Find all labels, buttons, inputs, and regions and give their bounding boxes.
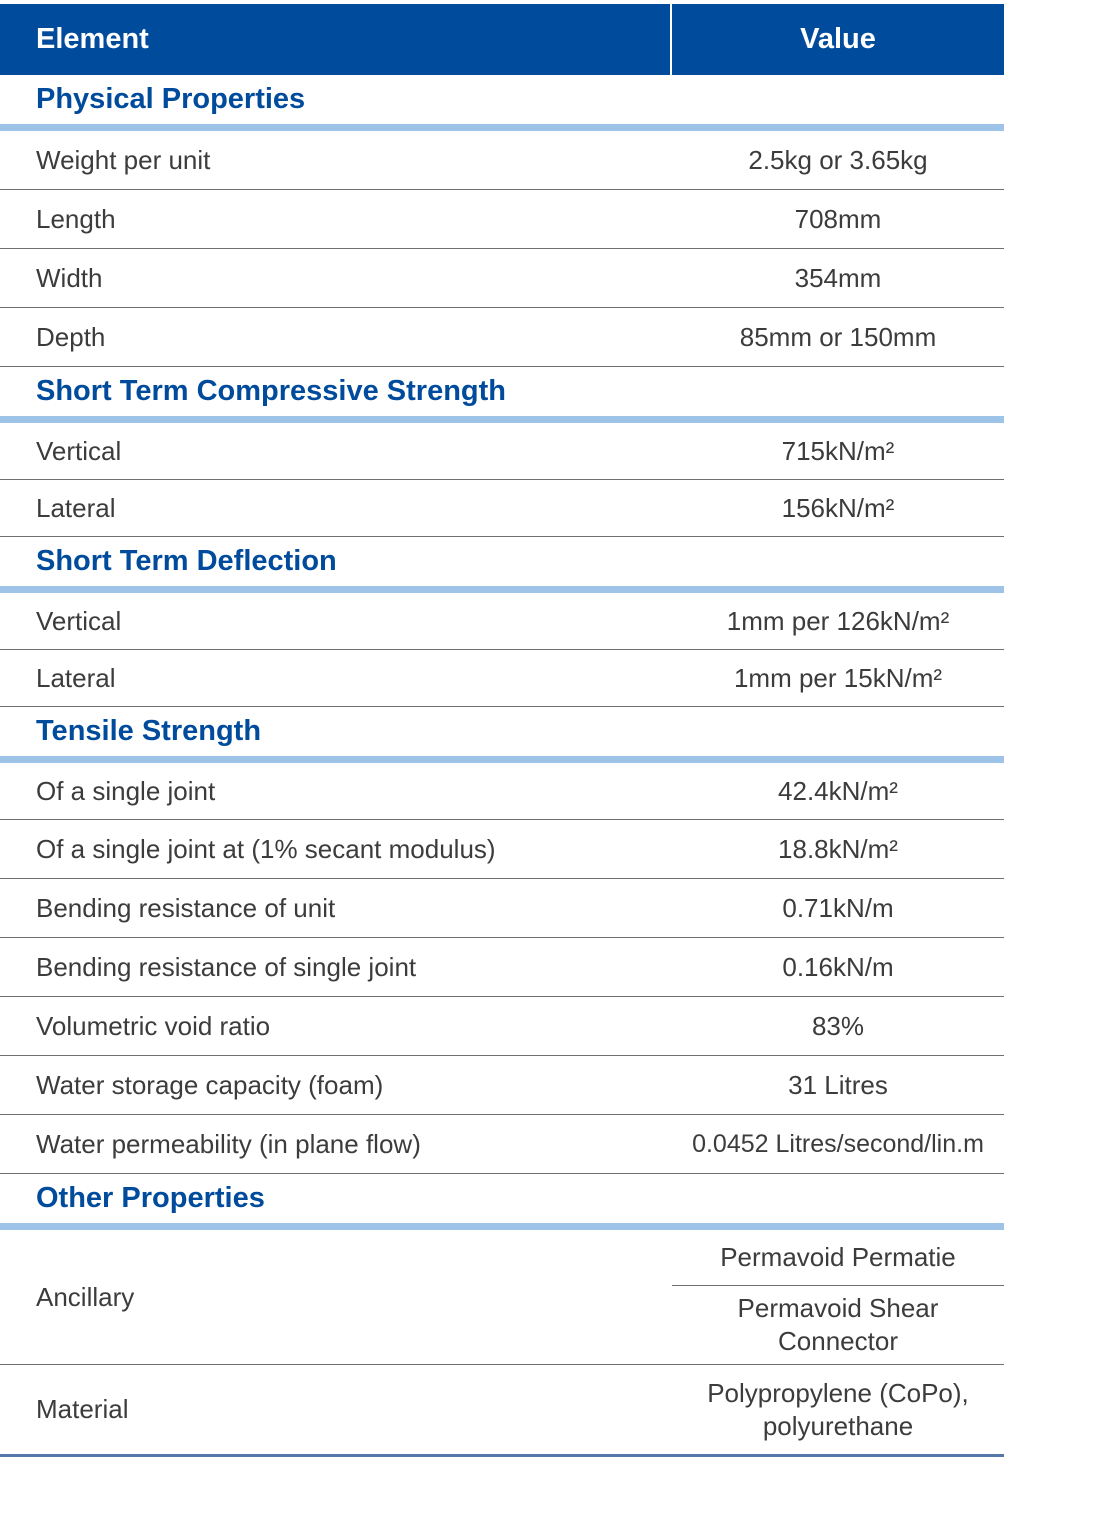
row-element: Vertical (36, 605, 122, 636)
table-row-material (0, 1365, 1004, 1457)
row-value: 85mm or 150mm (739, 321, 937, 352)
row-value: 1mm per 15kN/m² (733, 662, 943, 693)
row-element: Vertical (36, 435, 122, 466)
row-element: Width (36, 262, 103, 293)
section-title-compressive-strength: Short Term Compressive Strength (0, 367, 1004, 423)
table-row (0, 820, 1004, 879)
row-element: Lateral (36, 492, 116, 523)
table-row (0, 1115, 1004, 1174)
table-row (0, 763, 1004, 820)
element-column-header: Element (0, 4, 672, 75)
table-row (0, 1056, 1004, 1115)
row-element: Depth (36, 321, 106, 352)
value-column-header: Value (800, 23, 876, 55)
table-header (0, 4, 1004, 75)
row-value: 1mm per 126kN/m² (726, 605, 950, 636)
row-element: Bending resistance of single joint (36, 951, 417, 982)
row-value: 31 Litres (788, 1069, 888, 1100)
table-row-ancillary (0, 1230, 1004, 1365)
row-element: Lateral (36, 662, 116, 693)
row-element: Material (36, 1394, 129, 1424)
section-title-tensile-strength: Tensile Strength (0, 707, 1004, 763)
row-element: Length (36, 203, 116, 234)
table-row (0, 308, 1004, 367)
row-element: Of a single joint at (1% secant modulus) (36, 833, 496, 864)
row-element: Water permeability (in plane flow) (36, 1128, 421, 1159)
table-row (0, 879, 1004, 938)
table-row (0, 650, 1004, 707)
table-row (0, 997, 1004, 1056)
row-element: Bending resistance of unit (36, 892, 336, 923)
row-value-group (672, 1230, 1004, 1364)
row-value: Polypropylene (CoPo), polyurethane (707, 1377, 969, 1441)
table-row (0, 423, 1004, 480)
table-row (0, 938, 1004, 997)
row-value: 0.0452 Litres/second/lin.m (692, 1129, 984, 1158)
row-value: 0.16kN/m (782, 951, 894, 982)
row-element: Ancillary (36, 1281, 135, 1312)
row-element: Weight per unit (36, 144, 211, 175)
row-value: 42.4kN/m² (778, 775, 898, 806)
row-value: 715kN/m² (781, 435, 895, 466)
row-value: 354mm (794, 262, 882, 293)
row-value: 156kN/m² (781, 492, 895, 523)
row-element: Volumetric void ratio (36, 1010, 271, 1041)
row-value: 18.8kN/m² (778, 833, 898, 864)
table-row (0, 249, 1004, 308)
row-element: Of a single joint (36, 775, 216, 806)
section-title-other-properties: Other Properties (0, 1174, 1004, 1230)
ancillary-value: Permavoid Shear Connector (737, 1293, 939, 1356)
table-row (0, 190, 1004, 249)
row-element: Water storage capacity (foam) (36, 1069, 384, 1100)
ancillary-value: Permavoid Permatie (672, 1230, 1004, 1286)
table-row (0, 131, 1004, 190)
section-title-deflection: Short Term Deflection (0, 537, 1004, 593)
row-value: 0.71kN/m (782, 892, 894, 923)
row-value: 2.5kg or 3.65kg (748, 144, 928, 175)
row-value: 83% (811, 1010, 865, 1041)
table-row (0, 593, 1004, 650)
row-value: 708mm (794, 203, 882, 234)
section-title-physical-properties: Physical Properties (0, 75, 1004, 131)
specification-table (0, 4, 1004, 1457)
table-row (0, 480, 1004, 537)
